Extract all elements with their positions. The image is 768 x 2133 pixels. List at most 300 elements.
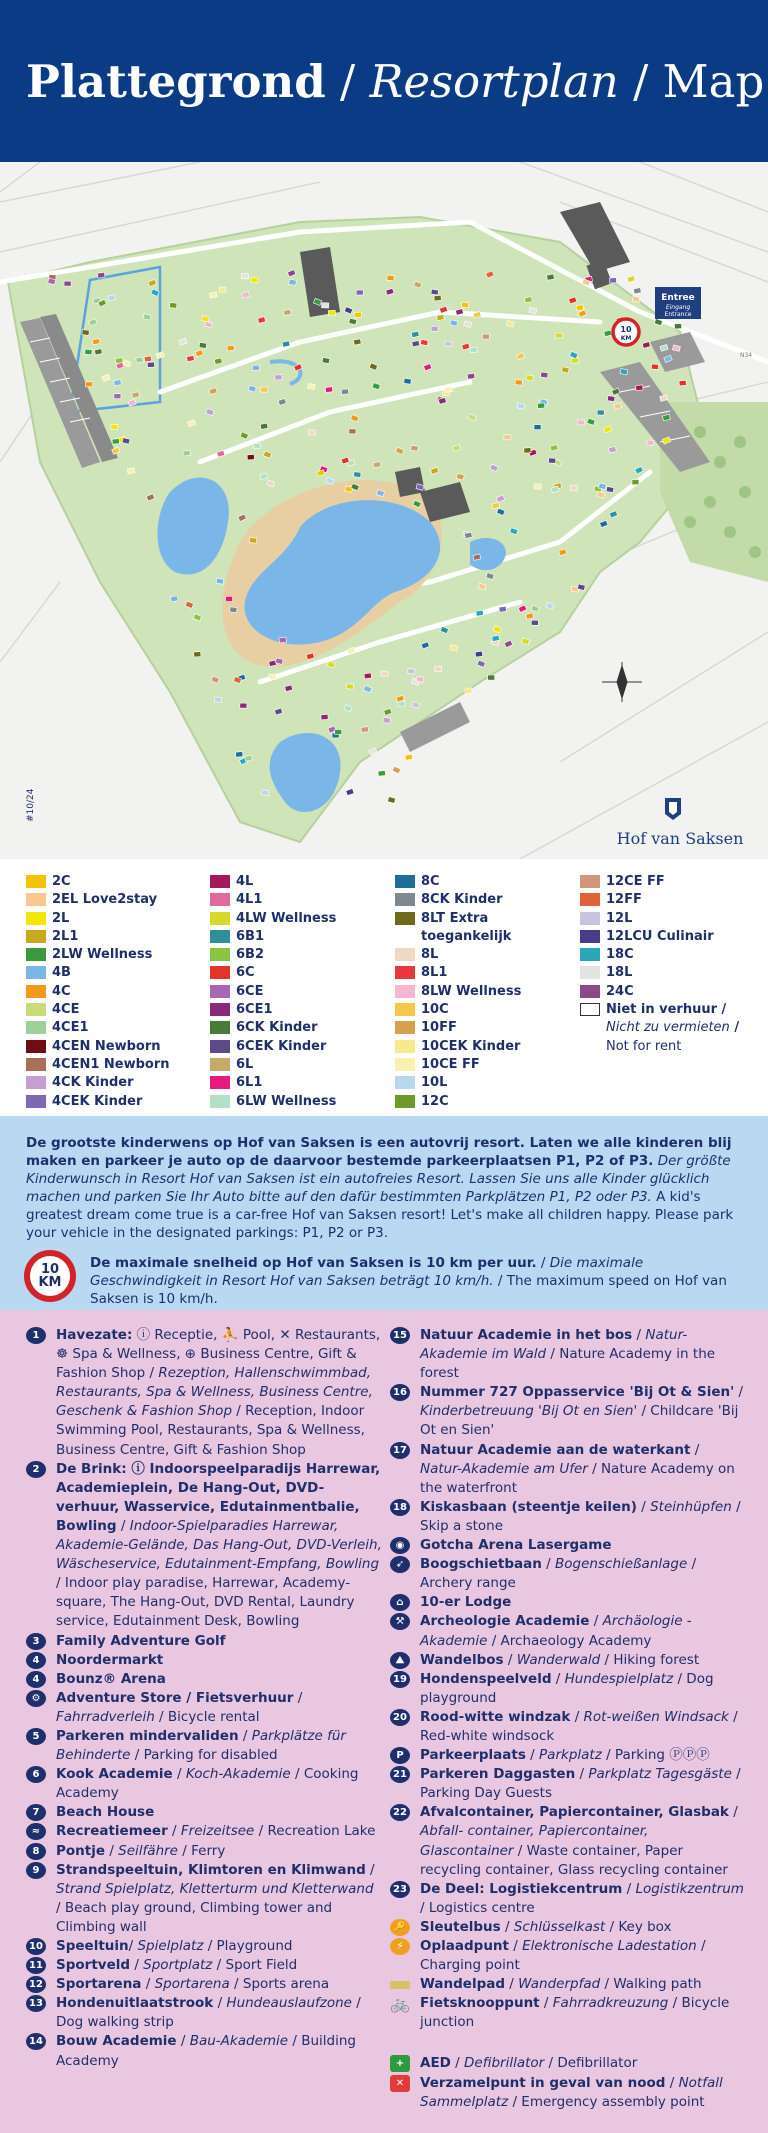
legend-item — [395, 1074, 555, 1092]
house-marker — [378, 770, 386, 776]
house-marker — [492, 635, 500, 641]
legend-label: 8L — [421, 947, 439, 963]
legend-swatch — [395, 1095, 415, 1108]
house-marker — [64, 281, 71, 286]
house-marker — [597, 410, 604, 415]
legend-label: 12L — [606, 910, 633, 926]
legend-item — [26, 1074, 206, 1092]
house-marker — [475, 651, 483, 657]
legend-label: 4C — [52, 983, 71, 999]
map-code: #10/24 — [26, 788, 36, 822]
legend-label: 8C — [421, 874, 440, 889]
house-marker — [241, 274, 248, 279]
poi-number-marker: 17 — [390, 1442, 410, 1459]
house-marker — [147, 362, 154, 367]
legend-item — [26, 1001, 206, 1019]
legend-label: 18L — [606, 965, 633, 981]
poi-description: AED / Defibrillator / Defibrillator — [420, 2055, 638, 2072]
poi-description: Noordermarkt — [56, 1651, 164, 1668]
house-marker — [387, 275, 394, 281]
house-marker — [607, 396, 615, 402]
house-marker — [240, 703, 247, 708]
house-marker — [111, 424, 118, 430]
poi-description: Wandelpad / Wanderpfad / Walking path — [420, 1976, 702, 1993]
house-marker — [275, 375, 282, 380]
poi-number-marker: ➶ — [390, 1556, 410, 1573]
poi-item — [26, 1765, 382, 1803]
poi-description: Family Adventure Golf — [56, 1632, 226, 1649]
poi-number-marker: 1 — [26, 1327, 46, 1344]
legend-label: 6LW Wellness — [236, 1093, 337, 1109]
poi-item — [390, 1383, 745, 1440]
legend-label: 6CE1 — [236, 1002, 273, 1018]
poi-number-marker: 11 — [26, 1957, 46, 1974]
house-marker — [482, 334, 489, 339]
house-marker — [85, 349, 92, 354]
house-marker — [82, 330, 90, 336]
house-marker — [194, 651, 201, 657]
page-header — [0, 0, 768, 162]
house-marker — [226, 596, 233, 601]
legend-label: 4CEN1 Newborn — [52, 1056, 170, 1072]
legend-col-2 — [210, 873, 390, 1111]
poi-description: Adventure Store / Fietsverhuur / Fahrradverleih / Bicycle rental — [56, 1689, 303, 1725]
legend-label: 6L — [236, 1056, 254, 1072]
house-marker — [199, 342, 207, 348]
poi-description: Beach House — [56, 1804, 155, 1821]
legend-label: 4CEK Kinder — [52, 1093, 143, 1109]
house-marker — [183, 450, 191, 456]
house-marker — [355, 312, 362, 317]
house-marker — [249, 538, 256, 544]
house-marker — [214, 697, 221, 702]
poi-number-marker: 7 — [26, 1804, 46, 1821]
poi-description: Hondenspeelveld / Hundespielplatz / Dog playground — [420, 1670, 714, 1706]
house-marker — [526, 375, 534, 381]
house-marker — [136, 357, 144, 363]
house-marker — [609, 278, 616, 283]
house-marker — [411, 446, 418, 451]
poi-item — [390, 2074, 745, 2112]
poi-number-marker: ◉ — [390, 1537, 410, 1554]
legend-label: 4LW Wellness — [236, 910, 337, 926]
legend-swatch — [580, 966, 600, 979]
house-marker — [132, 392, 140, 398]
legend-item — [210, 1038, 390, 1056]
poi-number-marker: ⚡ — [390, 1938, 410, 1955]
house-marker — [540, 372, 548, 378]
house-marker — [353, 339, 361, 345]
legend-swatch — [395, 948, 415, 961]
page-title: Plattegrond / Resortplan / Map — [26, 55, 765, 108]
legend-label: 6CE — [236, 983, 264, 999]
house-marker — [322, 303, 329, 308]
poi-number-marker: 21 — [390, 1766, 410, 1783]
house-marker — [476, 610, 484, 616]
poi-number-marker: 2 — [26, 1461, 46, 1478]
house-marker — [599, 483, 607, 489]
legend-label: 6CK Kinder — [236, 1020, 318, 1036]
legend-label: 4CK Kinder — [52, 1075, 134, 1091]
poi-number-marker: + — [390, 2055, 410, 2072]
poi-number-marker: 🚲 — [390, 1994, 410, 2014]
house-marker — [576, 305, 584, 311]
poi-item — [390, 1994, 745, 2032]
legend-swatch — [580, 1003, 600, 1016]
house-marker — [94, 349, 102, 355]
house-marker — [492, 503, 500, 509]
legend-item — [395, 964, 555, 982]
poi-item — [26, 1326, 382, 1460]
house-marker — [335, 730, 342, 735]
house-marker — [431, 326, 438, 331]
legend-item — [580, 891, 755, 909]
house-marker — [321, 714, 328, 719]
legend-swatch — [26, 1021, 46, 1034]
house-marker — [499, 606, 507, 612]
legend-swatch — [26, 1040, 46, 1053]
poi-description: Recreatiemeer / Freizeitsee / Recreation Lake — [56, 1823, 376, 1840]
legend-item — [26, 946, 206, 964]
legend-item — [395, 983, 555, 1001]
poi-item — [26, 2032, 382, 2070]
legend-label: 4B — [52, 965, 71, 981]
poi-number-marker: 9 — [26, 1862, 46, 1879]
poi-number-marker: 8 — [26, 1843, 46, 1860]
house-marker — [219, 287, 226, 292]
legend-col-1 — [26, 873, 206, 1111]
legend-label: 12CE FF — [606, 874, 665, 889]
poi-description: Sleutelbus / Schlüsselkast / Key box — [420, 1918, 672, 1935]
legend-label: 6B2 — [236, 947, 264, 963]
entrance-label-en: Entrance — [664, 311, 692, 318]
legend-item — [395, 910, 555, 947]
poi-description: Natuur Academie aan de waterkant / Natur-Akademie am Ufer / Nature Academy on the waterfront — [420, 1441, 735, 1496]
house-marker — [577, 420, 584, 425]
house-marker — [407, 668, 415, 674]
poi-item — [390, 1746, 745, 1765]
poi-item — [26, 1651, 382, 1670]
poi-item — [390, 1937, 745, 1975]
house-marker — [445, 387, 453, 393]
legend-label: 10C — [421, 1002, 449, 1018]
poi-number-marker: 15 — [390, 1327, 410, 1344]
legend-label: 8CK Kinder — [421, 892, 503, 908]
house-marker — [92, 339, 100, 345]
house-marker — [308, 430, 315, 435]
legend-swatch — [580, 912, 600, 925]
legend-label: 6CEK Kinder — [236, 1038, 327, 1054]
legend-col-3 — [395, 873, 555, 1111]
poi-item — [390, 1326, 745, 1383]
poi-description: Speeltuin/ Spielplatz / Playground — [56, 1938, 293, 1954]
poi-description: Hondenuitlaatstrook / Hundeauslaufzone / Dog walking strip — [56, 1995, 361, 2031]
legend-item — [26, 1019, 206, 1037]
legend-swatch — [395, 912, 415, 925]
legend-swatch — [395, 1021, 415, 1034]
legend-label: 12C — [421, 1093, 449, 1109]
house-marker — [216, 578, 224, 584]
legend-swatch — [210, 893, 230, 906]
legend-label: 4L — [236, 874, 254, 889]
house-marker — [450, 320, 458, 326]
legend-item — [210, 1093, 390, 1111]
legend-swatch — [395, 893, 415, 906]
legend-item — [395, 891, 555, 909]
poi-description: 10-er Lodge — [420, 1594, 512, 1611]
legend-label: 18C — [606, 947, 634, 963]
legend-swatch — [210, 912, 230, 925]
legend-label: 12LCU Culinair — [606, 928, 714, 944]
poi-number-marker: 19 — [390, 1671, 410, 1688]
house-marker — [356, 290, 363, 295]
poi-item — [26, 1803, 382, 1822]
poi-number-marker: ⌂ — [390, 1594, 410, 1611]
poi-col-left — [26, 1326, 382, 2071]
resort-map[interactable] — [0, 162, 768, 859]
info-text: De grootste kinderwens op Hof van Saksen is een autovrij resort. Laten we alle kinderen blij maken en parkeer je auto op de daarvoor bestemde parkeerplaatsen P1, P2 of P3. Der größte Kinderwunsch in Resort Hof van Saksen ist ein autofreies Resort. Lassen Sie uns alle Kinder glücklich machen und parken Sie Ihr Auto bitte auf den dafür bestimmten Parkplätzen P1, P2 oder P3. A kid's greatest dream come true is a car-free Hof van Saksen resort! Let's make all children happy. Please park your vehicle in the designated parkings: P1, P2 or P3. — [26, 1135, 734, 1241]
house-marker — [674, 324, 681, 329]
poi-description: De Brink: ⓘ Indoorspeelparadijs Harrewar, Academieplein, De Hang-Out, DVD-verhuur, Wasservice, Edutainmentbalie, Bowling / Indoor-Spielparadies Harrewar, Akademie-Gelände, Das Hang-Out, DVD-Verleih, Wäscheservice, Edutainment-Empfang, Bowling / Indoor play paradise, Harrewar, Academy-square, The Hang-Out, DVD Rental, Laundry service, Edutainment Desk, Bowling — [56, 1460, 382, 1630]
house-marker — [354, 472, 361, 478]
poi-number-marker: 4 — [26, 1671, 46, 1688]
poi-item — [390, 1498, 745, 1536]
car-free-info — [0, 1116, 768, 1310]
legend-swatch — [26, 966, 46, 979]
legend-item — [395, 1001, 555, 1019]
poi-item — [26, 1632, 382, 1651]
legend-item-not-for-rent: Niet in verhuur / Nicht zu vermieten / Not for rent — [580, 1001, 755, 1056]
legend-item — [210, 1001, 390, 1019]
poi-description: Verzamelpunt in geval van nood / Notfall Sammelplatz / Emergency assembly point — [420, 2074, 723, 2110]
poi-description: Oplaadpunt / Elektronische Ladestation / Charging point — [420, 1938, 706, 1974]
poi-description: Gotcha Arena Lasergame — [420, 1537, 612, 1554]
house-marker — [269, 674, 276, 679]
poi-item — [390, 1918, 745, 1937]
house-marker — [570, 485, 577, 491]
svg-text:KM: KM — [620, 335, 632, 342]
house-marker — [534, 425, 541, 430]
house-marker — [434, 666, 441, 671]
poi-number-marker: ✕ — [390, 2075, 410, 2092]
legend-swatch — [210, 930, 230, 943]
poi-number-marker: ⛰ — [390, 1652, 410, 1669]
legend-swatch — [26, 1076, 46, 1089]
poi-description: Parkeren mindervaliden / Parkplätze für Behinderte / Parking for disabled — [56, 1727, 346, 1764]
poi-number-marker: 3 — [26, 1633, 46, 1650]
poi-number-marker: 14 — [26, 2033, 46, 2050]
legend-label: 6L1 — [236, 1075, 263, 1091]
poi-item — [26, 1670, 382, 1689]
poi-number-marker: 20 — [390, 1709, 410, 1726]
legend-item — [210, 983, 390, 1001]
legend-item — [26, 873, 206, 891]
house-marker — [209, 292, 217, 298]
house-marker — [253, 443, 260, 448]
house-marker — [431, 289, 439, 295]
house-marker — [260, 423, 268, 429]
legend-item — [580, 946, 755, 964]
legend-label: 10FF — [421, 1020, 457, 1036]
legend-label: 2L — [52, 910, 70, 926]
entrance-label-de: Eingang — [665, 304, 691, 311]
poi-number-marker: 12 — [26, 1976, 46, 1993]
poi-number-marker: 13 — [26, 1995, 46, 2012]
house-marker — [445, 341, 452, 346]
house-marker — [308, 383, 316, 389]
poi-description: Kook Academie / Koch-Akademie / Cooking Academy — [56, 1766, 359, 1802]
poi-description: Parkeren Daggasten / Parkplatz Tagesgäste / Parking Day Guests — [420, 1766, 741, 1802]
house-marker — [325, 387, 333, 393]
legend-item — [395, 946, 555, 964]
house-marker — [531, 620, 538, 625]
legend-item — [210, 946, 390, 964]
poi-description: Havezate: ⓘ Receptie, ⛹ Pool, ✕ Restaurants, ☸ Spa & Wellness, ⊕ Business Centre, Gift & Fashion Shop / Rezeption, Hallenschwimmbad, Restaurants, Spa & Wellness, Business Centre, Geschenk & Fashion Shop / Reception, Indoor Swimming Pool, Restaurants, Spa & Wellness, Business Centre, Gift & Fashion Shop — [56, 1327, 381, 1458]
house-marker — [434, 295, 441, 301]
house-marker — [412, 341, 420, 347]
house-marker — [450, 645, 458, 651]
poi-item — [390, 1536, 745, 1555]
poi-item — [390, 1612, 745, 1650]
legend-label: 2LW Wellness — [52, 947, 153, 963]
house-marker — [170, 596, 178, 602]
entrance-label: Entree — [661, 293, 695, 303]
house-marker — [679, 380, 686, 385]
house-marker — [488, 675, 495, 680]
poi-description: Kiskasbaan (steentje keilen) / Steinhüpfen / Skip a stone — [420, 1498, 741, 1534]
house-marker — [341, 389, 348, 395]
house-marker — [373, 462, 381, 468]
legend-swatch — [580, 875, 600, 888]
poi-number-marker: 18 — [390, 1499, 410, 1516]
legend-item — [26, 983, 206, 1001]
poi-number-marker: 4 — [26, 1652, 46, 1669]
legend-label: 10CE FF — [421, 1056, 480, 1072]
legend-item — [26, 910, 206, 928]
legend-swatch — [580, 948, 600, 961]
poi-item — [390, 1708, 745, 1746]
legend-swatch — [210, 985, 230, 998]
speed-limit-sign: 10 KM — [24, 1250, 76, 1302]
legend-label: 10L — [421, 1075, 448, 1091]
legend-swatch — [210, 1058, 230, 1071]
house-marker — [632, 479, 639, 484]
legend-label: 2C — [52, 874, 71, 889]
legend-label: 6B1 — [236, 928, 264, 944]
legend-item — [580, 928, 755, 946]
legend-item — [395, 1038, 555, 1056]
house-marker — [537, 403, 544, 409]
house-marker — [383, 718, 390, 724]
house-marker — [381, 671, 388, 676]
legend-swatch — [395, 875, 415, 888]
poi-description: Boogschietbaan / Bogenschießanlage / Archery range — [420, 1556, 697, 1592]
house-marker — [279, 637, 287, 643]
legend-label: 4CE — [52, 1002, 80, 1018]
legend-label: 2L1 — [52, 928, 79, 944]
legend-col-4 — [580, 873, 755, 1056]
legend-item — [580, 910, 755, 928]
poi-item — [390, 1975, 745, 1994]
poi-description: De Deel: Logistiekcentrum / Logistikzentrum / Logistics centre — [420, 1880, 744, 1916]
house-marker — [647, 440, 654, 445]
house-marker — [289, 279, 297, 285]
legend-swatch — [395, 985, 415, 998]
legend-item — [26, 1038, 206, 1056]
legend-swatch — [26, 912, 46, 925]
legend-item — [580, 964, 755, 982]
legend-item — [210, 910, 390, 928]
house-marker — [227, 345, 235, 351]
house-marker — [261, 790, 268, 796]
poi-item — [26, 1975, 382, 1994]
poi-description: Bouw Academie / Bau-Akademie / Building Academy — [56, 2033, 356, 2069]
house-marker — [112, 439, 119, 444]
house-marker — [517, 403, 525, 409]
legend-swatch — [395, 1040, 415, 1053]
poi-number-marker: 5 — [26, 1728, 46, 1745]
poi-item — [26, 1994, 382, 2032]
legend-item — [210, 928, 390, 946]
accommodation-legend — [0, 859, 768, 1116]
legend-swatch — [210, 1076, 230, 1089]
house-marker — [404, 378, 412, 384]
house-marker — [411, 331, 419, 337]
map-canvas — [0, 162, 768, 859]
house-marker — [364, 673, 372, 679]
legend-label: 24C — [606, 983, 634, 999]
poi-description: Sportarena / Sportarena / Sports arena — [56, 1976, 330, 1993]
legend-label: 2EL Love2stay — [52, 892, 158, 908]
legend-swatch — [580, 930, 600, 943]
poi-item — [26, 1460, 382, 1632]
house-marker — [328, 310, 335, 315]
legend-swatch — [210, 1095, 230, 1108]
legend-swatch — [210, 948, 230, 961]
house-marker — [260, 474, 268, 480]
house-marker — [606, 487, 614, 493]
svg-text:10: 10 — [620, 325, 632, 334]
speed-limit-text: De maximale snelheid op Hof van Saksen is 10 km per uur. / Die maximale Geschwindigkeit in Resort Hof van Saksen beträgt 10 km/h. / The maximum speed on Hof van Saksen is 10 km/h. — [90, 1255, 727, 1307]
legend-item — [210, 1019, 390, 1037]
legend-item — [210, 891, 390, 909]
poi-item — [390, 1880, 745, 1918]
house-marker — [571, 358, 578, 363]
legend-item — [395, 1093, 555, 1111]
house-marker — [282, 341, 290, 347]
poi-item — [26, 1842, 382, 1861]
legend-swatch — [26, 1095, 46, 1108]
legend-item — [26, 891, 206, 909]
poi-item — [390, 1441, 745, 1498]
house-marker — [252, 365, 259, 370]
legend-label: 8LW Wellness — [421, 983, 522, 999]
legend-item — [26, 964, 206, 982]
poi-item — [26, 1956, 382, 1975]
legend-swatch — [395, 1003, 415, 1016]
house-marker — [114, 380, 122, 386]
poi-description: Natuur Academie in het bos / Natur-Akademie im Wald / Nature Academy in the forest — [420, 1327, 716, 1382]
house-marker — [322, 357, 330, 363]
legend-swatch — [210, 1021, 230, 1034]
legend-item — [210, 964, 390, 982]
legend-swatch — [395, 1058, 415, 1071]
house-marker — [169, 303, 176, 309]
poi-item — [26, 1689, 382, 1727]
poi-item — [26, 1727, 382, 1765]
house-marker — [97, 272, 105, 278]
poi-description: Parkeerplaats / Parkplatz / Parking ⓅⓅⓅ — [420, 1747, 710, 1764]
